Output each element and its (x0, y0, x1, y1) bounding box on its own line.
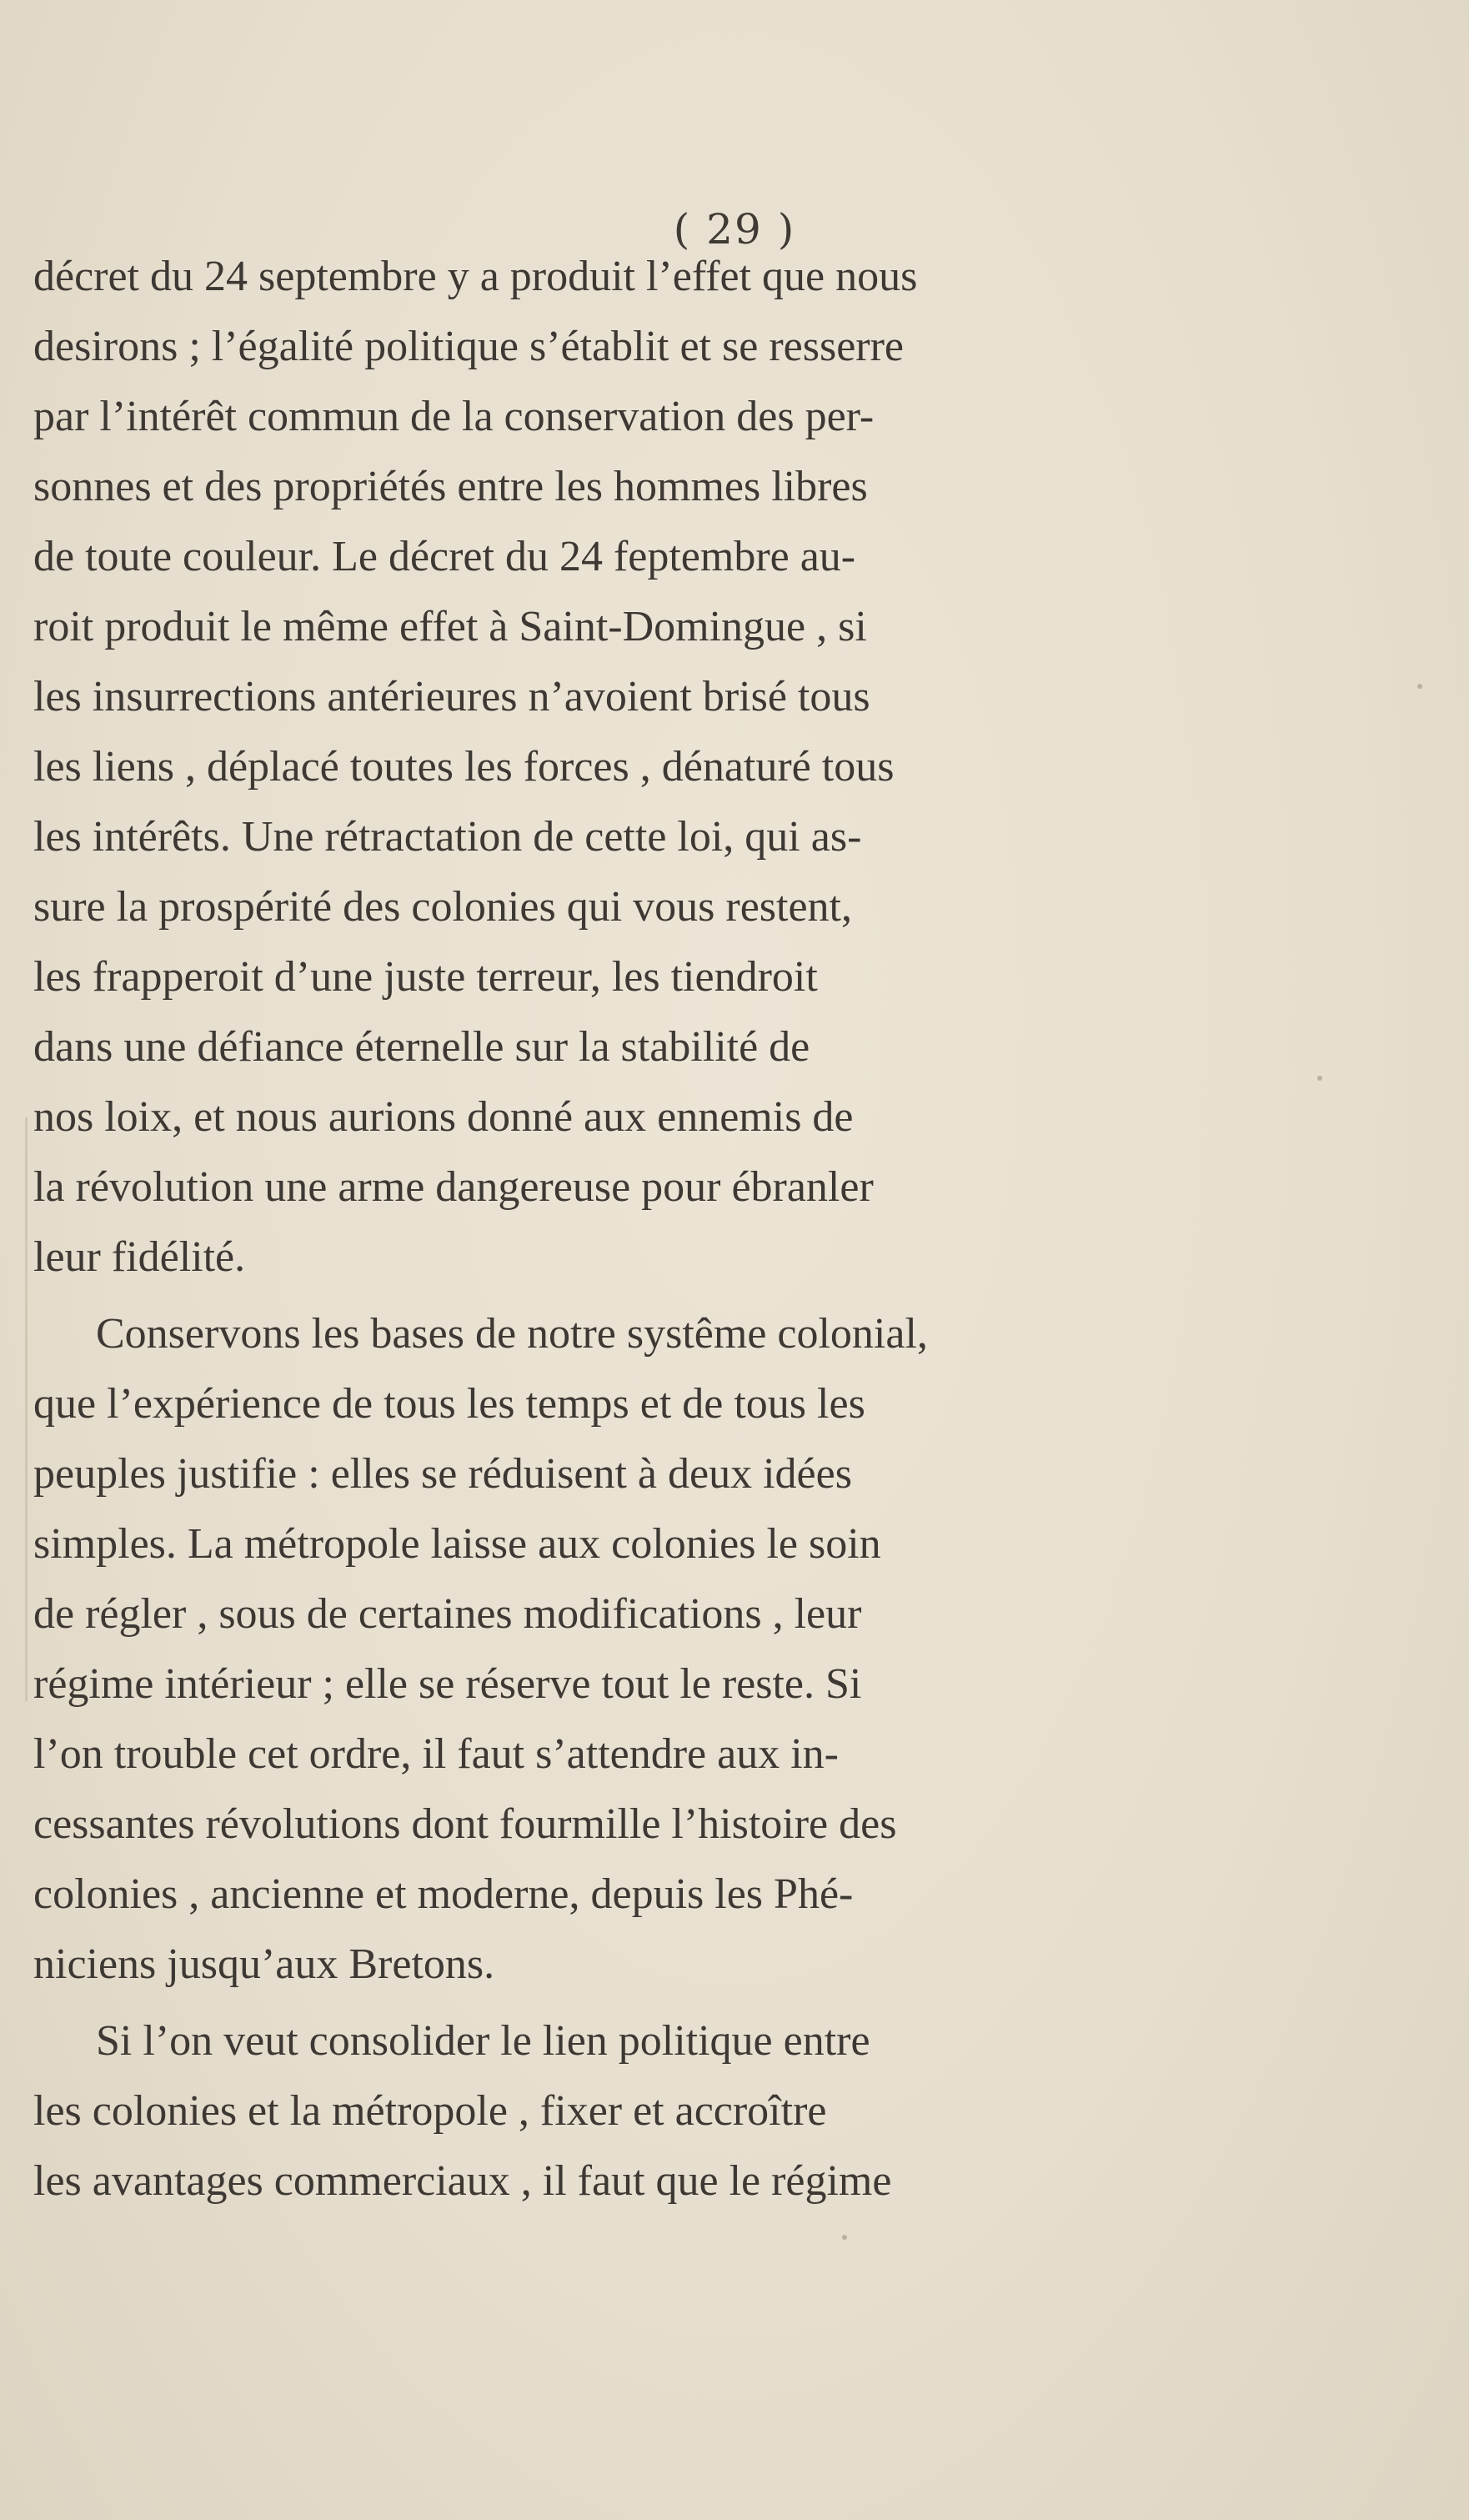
text-line: simples. La métropole laisse aux colonies le soin (33, 1520, 881, 1568)
text-line: les intérêts. Une rétractation de cette loi, qui as- (33, 813, 862, 861)
text-line: décret du 24 septembre y a produit l’effet que nous (33, 253, 918, 300)
paper-speck (1317, 1076, 1322, 1081)
text-line: par l’intérêt commun de la conservation des per- (33, 393, 875, 440)
text-line: sure la prospérité des colonies qui vous restent, (33, 883, 852, 931)
page-gutter-shadow (25, 1117, 28, 1701)
paper-speck (1417, 684, 1422, 689)
text-line: l’on trouble cet ordre, il faut s’attendre aux in- (33, 1730, 839, 1778)
text-line: niciens jusqu’aux Bretons. (33, 1940, 495, 1988)
text-line: nos loix, et nous aurions donné aux ennemis de (33, 1093, 854, 1141)
text-line: les insurrections antérieures n’avoient brisé tous (33, 673, 870, 720)
text-line: cessantes révolutions dont fourmille l’histoire des (33, 1800, 897, 1848)
text-line: peuples justifie : elles se réduisent à deux idées (33, 1450, 852, 1498)
text-line: les avantages commerciaux , il faut que le régime (33, 2157, 892, 2205)
page-number: ( 29 ) (673, 205, 796, 254)
text-line: colonies , ancienne et moderne, depuis les Phé- (33, 1870, 854, 1918)
text-line: sonnes et des propriétés entre les hommes libres (33, 463, 868, 510)
text-line: roit produit le même effet à Saint-Domingue , si (33, 603, 867, 650)
text-line: les frapperoit d’une juste terreur, les tiendroit (33, 953, 818, 1001)
text-line: les colonies et la métropole , fixer et accroître (33, 2087, 827, 2135)
paper-speck (842, 2235, 847, 2240)
text-line: de régler , sous de certaines modifications , leur (33, 1590, 862, 1638)
text-line: régime intérieur ; elle se réserve tout le reste. Si (33, 1660, 862, 1708)
text-line: dans une défiance éternelle sur la stabilité de (33, 1023, 810, 1071)
text-line: que l’expérience de tous les temps et de tous les (33, 1380, 865, 1428)
text-line: Si l’on veut consolider le lien politique entre (96, 2017, 870, 2065)
text-line: desirons ; l’égalité politique s’établit et se resserre (33, 323, 904, 370)
text-line: leur fidélité. (33, 1233, 246, 1281)
text-line: la révolution une arme dangereuse pour ébranler (33, 1163, 874, 1211)
text-line: Conservons les bases de notre systême colonial, (96, 1310, 928, 1358)
text-line: les liens , déplacé toutes les forces , dénaturé tous (33, 743, 895, 791)
text-line: de toute couleur. Le décret du 24 feptembre au- (33, 533, 856, 580)
